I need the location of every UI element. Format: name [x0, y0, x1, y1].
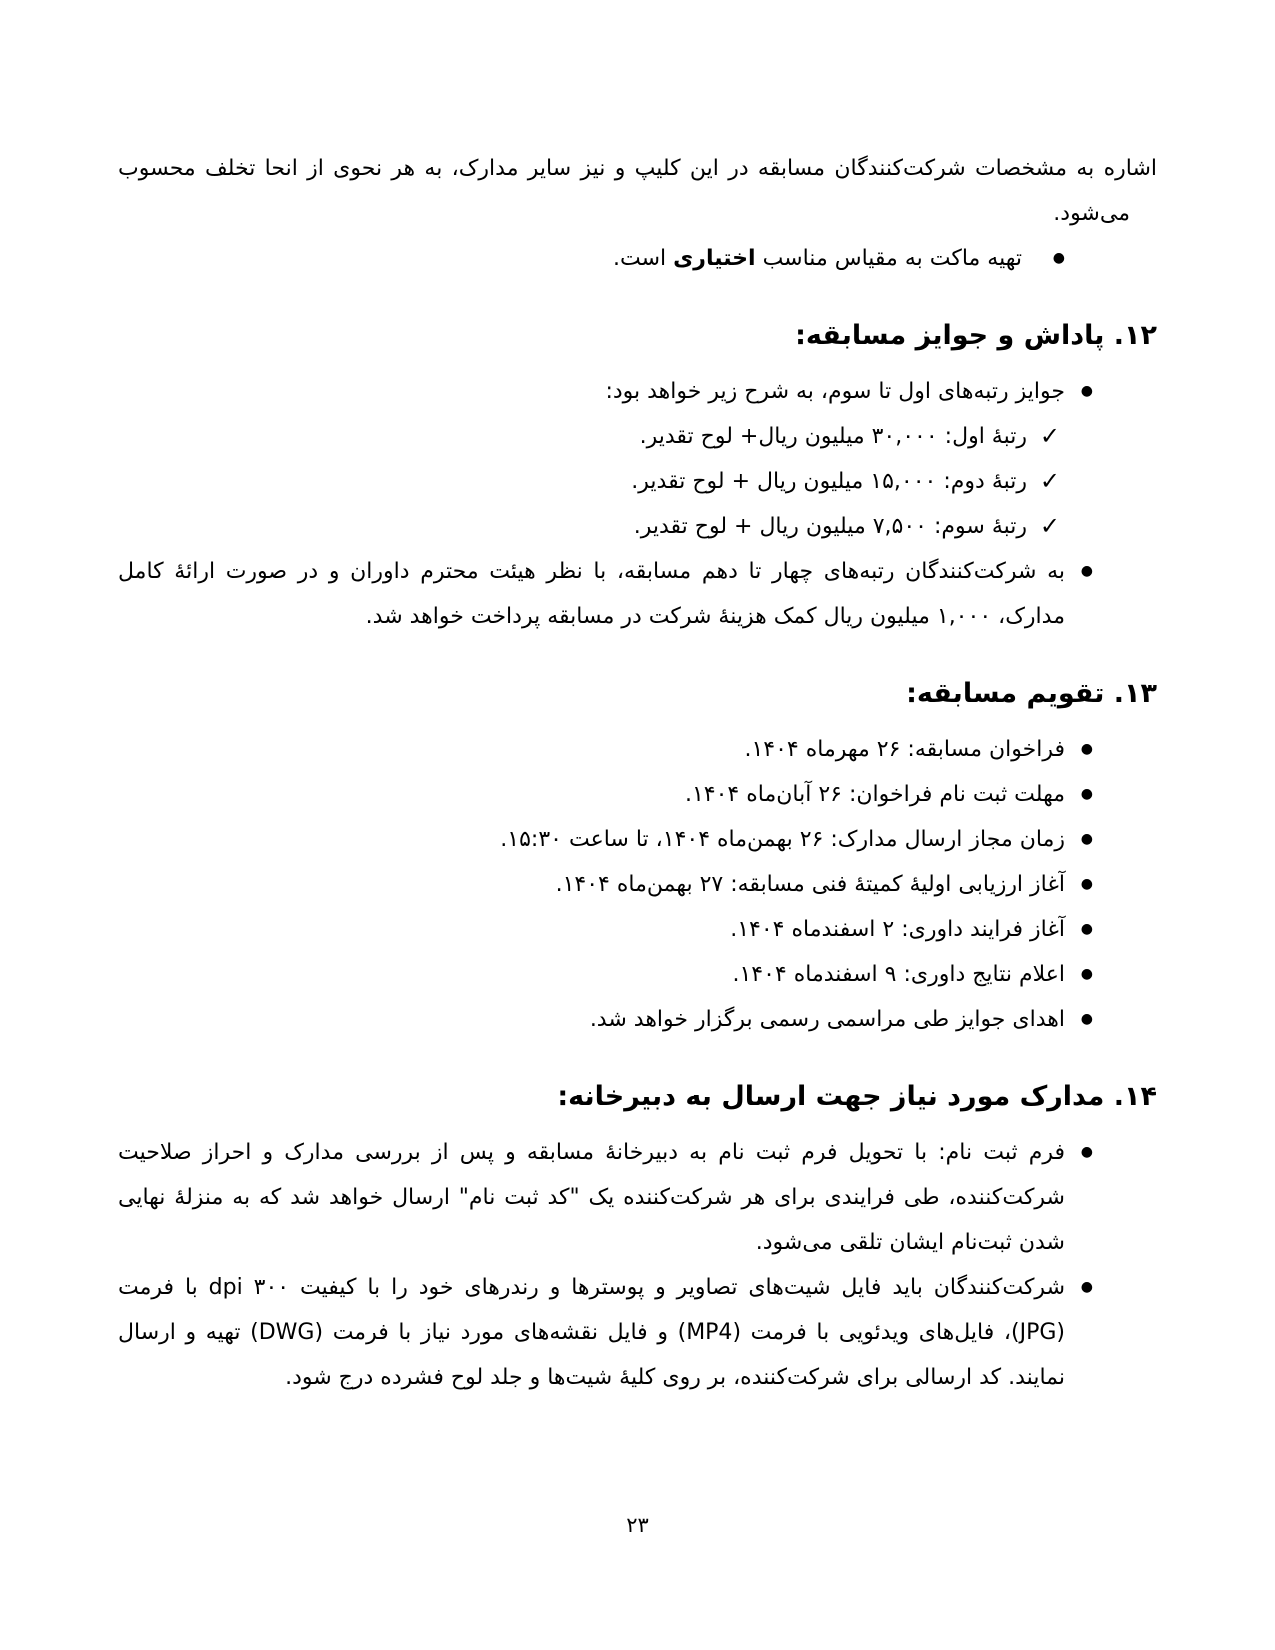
maquette-bullet-text	[613, 246, 1022, 271]
document-item	[118, 1130, 1157, 1265]
section-heading-calendar: ۱۳. تقویم مسابقه:	[906, 678, 1157, 709]
document-item-text: شرکت‌کنندگان باید فایل شیت‌های تصاویر و پوسترها و رندرهای خود را با کیفیت ۳۰۰ dpi با فرمت (JPG)، فایل‌های ویدئویی با فرمت (MP4) و فایل نقشه‌های مورد نیاز با فرمت (DWG) تهیه و ارسال نمایند. کد ارسالی برای شرکت‌کننده، بر روی کلیۀ شیت‌ها و جلد لوح فشرده درج شود.	[118, 1275, 1066, 1390]
bullet-icon: ●	[1052, 250, 1065, 266]
calendar-item-text: اهدای جوایز طی مراسمی رسمی برگزار خواهد شد.	[589, 1007, 1065, 1032]
consolation-text: به شرکت‌کنندگان رتبه‌های چهار تا دهم مسابقه، با نظر هیئت محترم داوران و در صورت ارائۀ کامل مدارک، ۱,۰۰۰ میلیون ریال کمک هزینۀ شرکت در مسابقه پرداخت خواهد شد.	[118, 559, 1065, 629]
calendar-item-text: آغاز فرایند داوری: ۲ اسفندماه ۱۴۰۴.	[730, 917, 1065, 942]
intro-paragraph: اشاره به مشخصات شرکت‌کنندگان مسابقه در این کلیپ و نیز سایر مدارک، به هر نحوی از انحا تخلف محسوب می‌شود.	[118, 156, 1157, 226]
section-heading-rewards: ۱۲. پاداش و جوایز مسابقه:	[795, 320, 1157, 351]
consolation-item	[118, 549, 1157, 639]
rewards-intro-item	[118, 369, 1157, 414]
bullet-icon: ●	[1080, 383, 1093, 399]
calendar-item-text: آغاز ارزیابی اولیۀ کمیتۀ فنی مسابقه: ۲۷ بهمن‌ماه ۱۴۰۴.	[555, 872, 1065, 897]
document-item	[118, 1265, 1157, 1400]
maquette-bullet-item	[118, 236, 1157, 281]
maquette-text-pre: تهیه ماکت به مقیاس مناسب	[755, 246, 1022, 271]
bullet-icon: ●	[1080, 741, 1093, 757]
bullet-icon: ●	[1080, 786, 1093, 802]
bullet-icon: ●	[1080, 966, 1093, 982]
bullet-icon: ●	[1080, 831, 1093, 847]
rank-item-text: رتبۀ سوم: ۷,۵۰۰ میلیون ریال + لوح تقدیر.	[633, 514, 1027, 539]
check-icon: ✓	[1039, 422, 1060, 450]
rank-item-text: رتبۀ اول: ۳۰,۰۰۰ میلیون ریال+ لوح تقدیر.	[639, 424, 1027, 449]
calendar-item-text: فراخوان مسابقه: ۲۶ مهرماه ۱۴۰۴.	[744, 737, 1065, 762]
calendar-item-text: مهلت ثبت نام فراخوان: ۲۶ آبان‌ماه ۱۴۰۴.	[684, 782, 1065, 807]
maquette-text-post: است.	[612, 246, 674, 271]
rank-item-first	[118, 414, 1157, 459]
calendar-item-text: زمان مجاز ارسال مدارک: ۲۶ بهمن‌ماه ۱۴۰۴، تا ساعت ۱۵:۳۰.	[500, 827, 1065, 852]
rewards-intro-text: جوایز رتبه‌های اول تا سوم، به شرح زیر خواهد بود:	[605, 379, 1065, 404]
calendar-item	[118, 727, 1157, 772]
bullet-icon: ●	[1080, 1011, 1093, 1027]
rank-item-second	[118, 459, 1157, 504]
rank-item-third	[118, 504, 1157, 549]
calendar-item	[118, 772, 1157, 817]
calendar-item	[118, 907, 1157, 952]
bullet-icon: ●	[1080, 1144, 1093, 1160]
maquette-text-bold: اختیاری	[673, 246, 756, 271]
bullet-icon: ●	[1080, 1279, 1093, 1295]
calendar-item-text: اعلام نتایج داوری: ۹ اسفندماه ۱۴۰۴.	[732, 962, 1065, 987]
calendar-item	[118, 952, 1157, 997]
page-number: ۲۳	[626, 1513, 649, 1537]
section-heading-documents: ۱۴. مدارک مورد نیاز جهت ارسال به دبیرخانه:	[557, 1081, 1157, 1112]
calendar-item	[118, 817, 1157, 862]
bullet-icon: ●	[1080, 921, 1093, 937]
check-icon: ✓	[1039, 512, 1060, 540]
calendar-item	[118, 997, 1157, 1042]
bullet-icon: ●	[1080, 563, 1093, 579]
rank-item-text: رتبۀ دوم: ۱۵,۰۰۰ میلیون ریال + لوح تقدیر.	[631, 469, 1027, 494]
document-item-text: فرم ثبت نام: با تحویل فرم ثبت نام به دبیرخانۀ مسابقه و پس از بررسی مدارک و احراز صلاحیت شرکت‌کننده، طی فرایندی برای هر شرکت‌کننده یک "کد ثبت نام" ارسال خواهد شد که به منزلۀ نهایی شدن ثبت‌نام ایشان تلقی می‌شود.	[118, 1140, 1065, 1255]
check-icon: ✓	[1039, 467, 1060, 495]
calendar-item	[118, 862, 1157, 907]
bullet-icon: ●	[1080, 876, 1093, 892]
